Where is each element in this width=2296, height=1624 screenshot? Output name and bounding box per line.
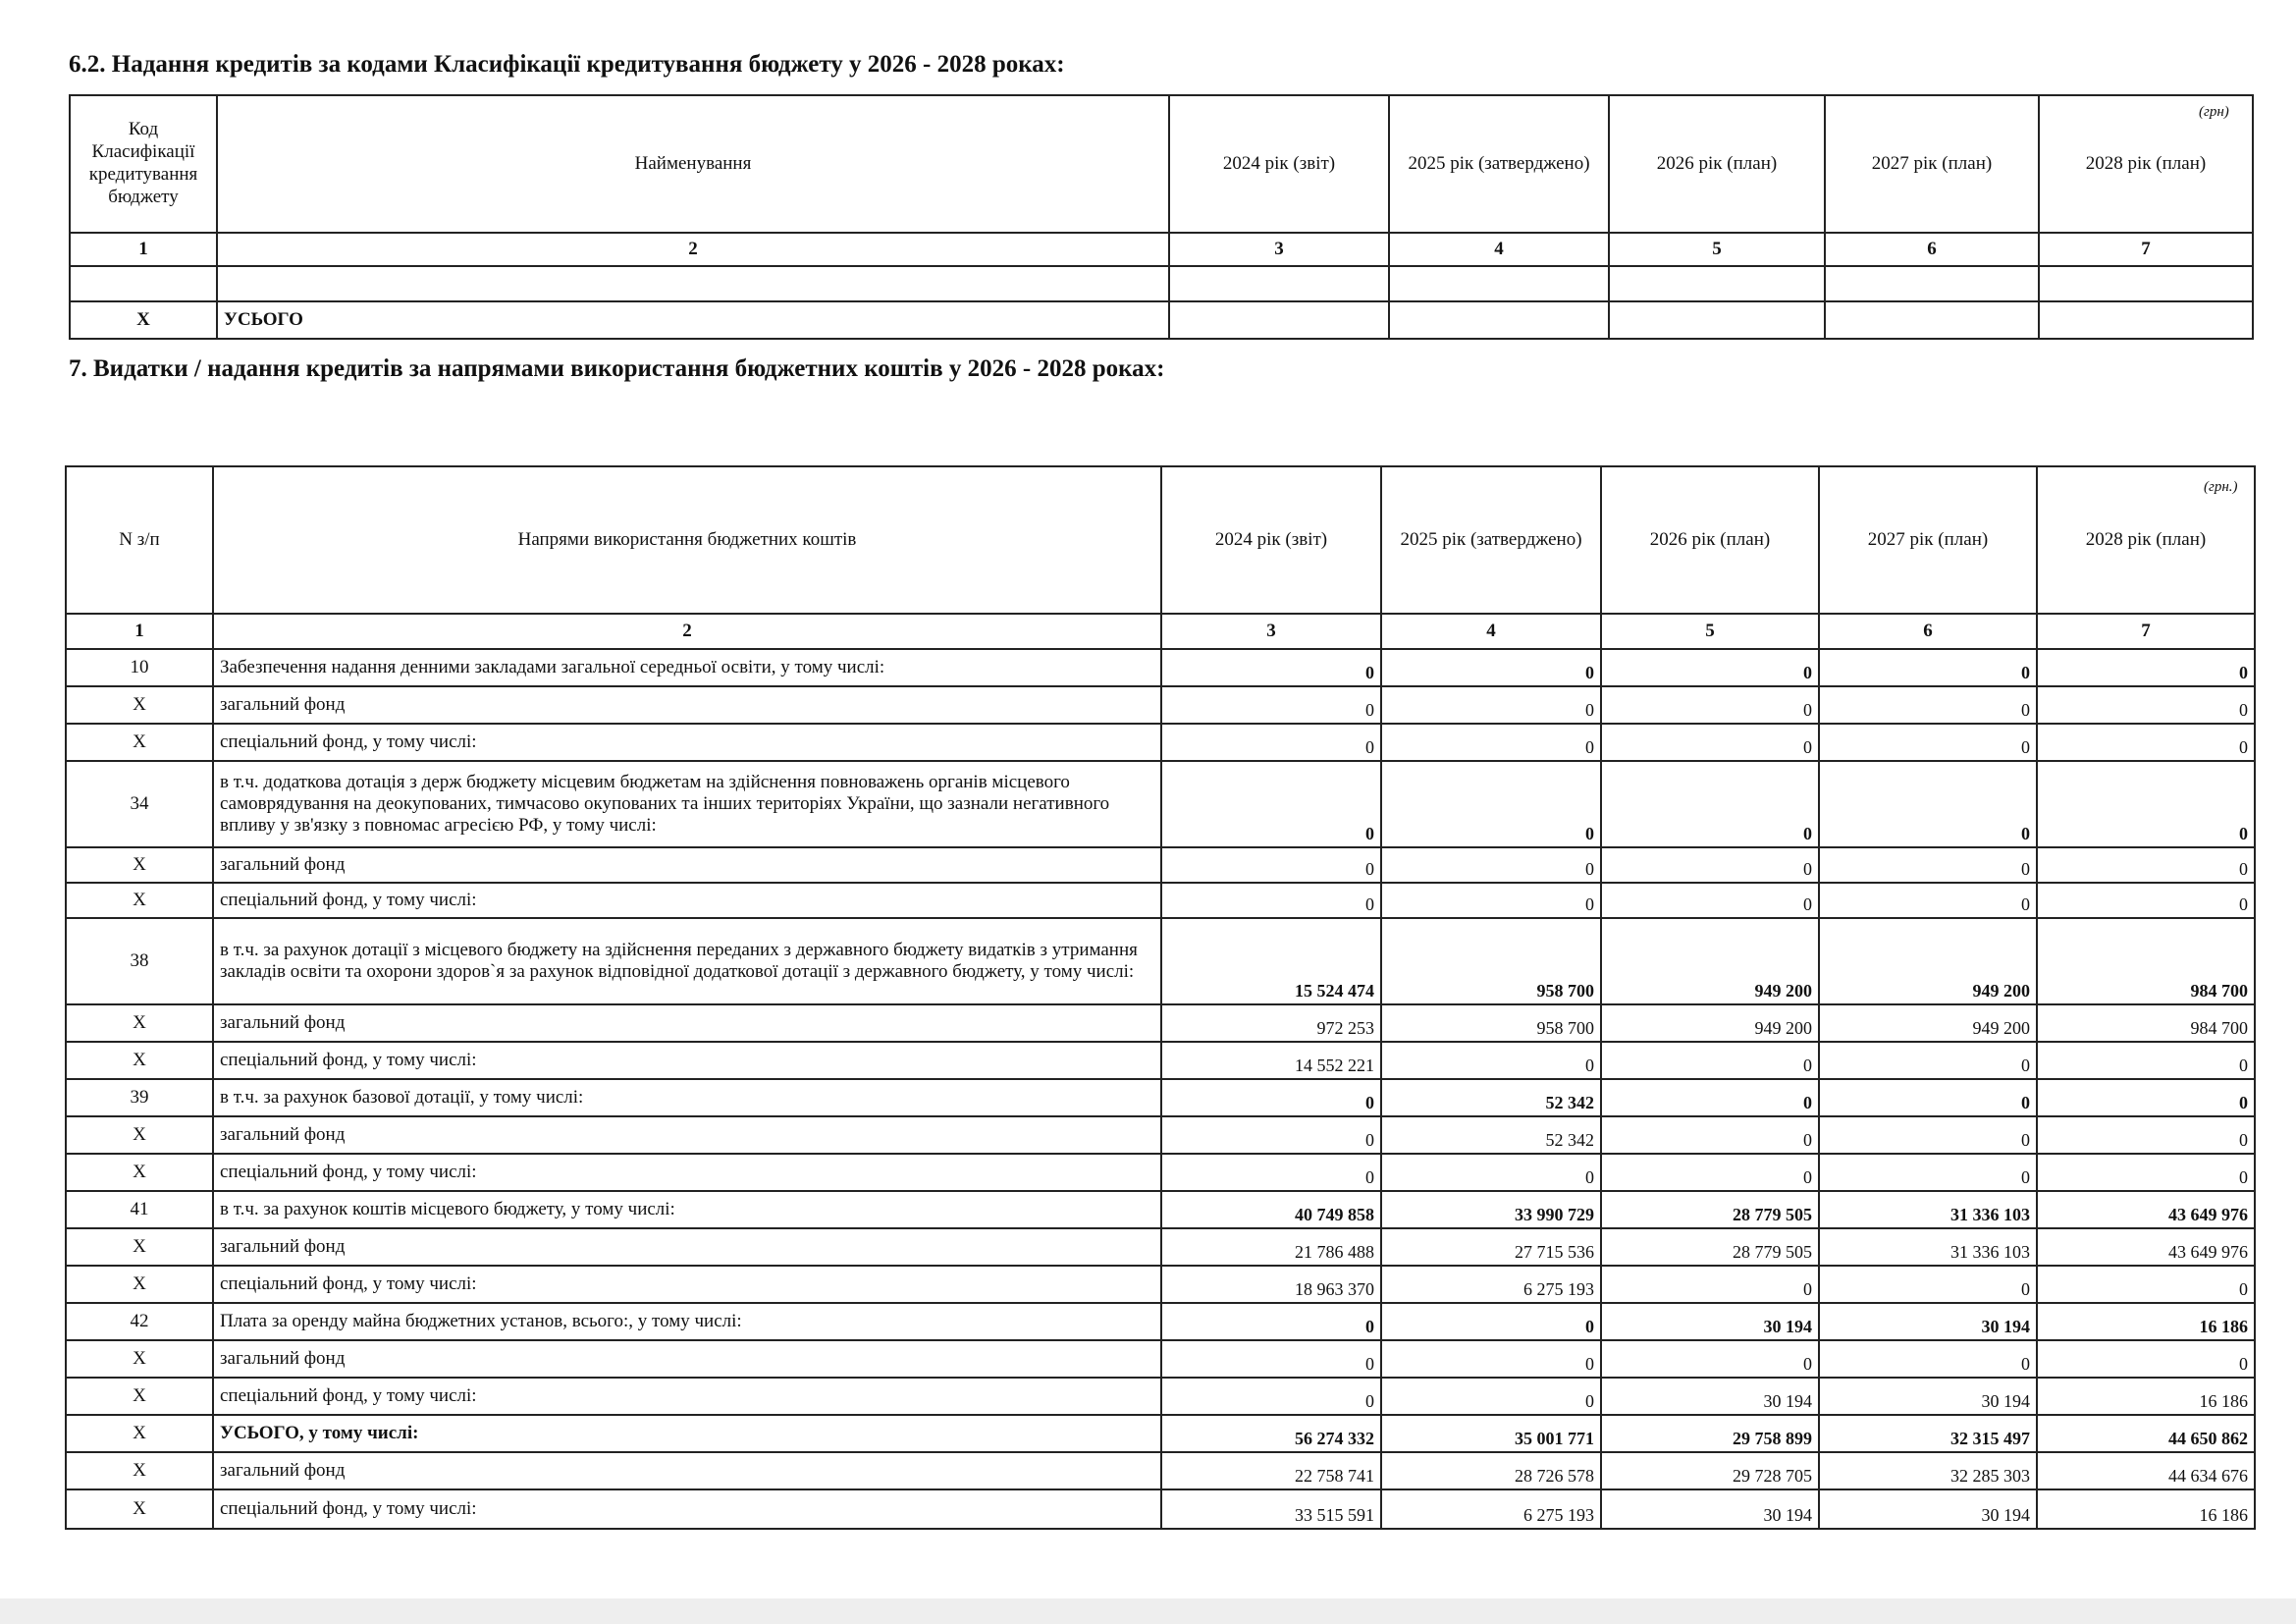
empty-cell [1169,301,1389,339]
table-row [66,1079,2255,1116]
row-value-2024: 0 [1161,649,1381,686]
expenditures-header-row [66,466,2255,614]
row-value-2026: 0 [1601,724,1819,761]
row-value-2026: 949 200 [1601,918,1819,1004]
row-value-2028: 0 [2037,1042,2255,1079]
row-value-2027: 0 [1819,1154,2037,1191]
column-number: 1 [70,233,217,266]
row-direction-name: загальний фонд [213,1004,1161,1042]
row-value-2026: 0 [1601,686,1819,724]
row-number: 10 [66,649,213,686]
row-value-2024: 972 253 [1161,1004,1381,1042]
header-2025: 2025 рік (затверджено) [1381,466,1601,614]
row-value-2026: 0 [1601,1340,1819,1378]
row-value-2024: 21 786 488 [1161,1228,1381,1266]
row-direction-name: спеціальний фонд, у тому числі: [213,1489,1161,1529]
row-direction-name: Плата за оренду майна бюджетних установ, всього:, у тому числі: [213,1303,1161,1340]
row-number: Х [66,1489,213,1529]
row-direction-name: загальний фонд [213,1340,1161,1378]
row-value-2028: 0 [2037,1340,2255,1378]
row-value-2027: 30 194 [1819,1489,2037,1529]
row-value-2025: 28 726 578 [1381,1452,1601,1489]
row-value-2024: 0 [1161,1340,1381,1378]
row-value-2027: 32 315 497 [1819,1415,2037,1452]
empty-cell [1825,266,2039,301]
row-value-2025: 52 342 [1381,1079,1601,1116]
row-value-2028: 44 650 862 [2037,1415,2255,1452]
row-value-2025: 958 700 [1381,1004,1601,1042]
table-row [66,1452,2255,1489]
table-row [66,1340,2255,1378]
row-value-2025: 0 [1381,1042,1601,1079]
credits-total-row [70,301,2253,339]
header-2027: 2027 рік (план) [1819,466,2037,614]
section-6-2-unit: (грн) [2199,104,2229,120]
total-name: УСЬОГО [217,301,1169,339]
row-value-2027: 0 [1819,1116,2037,1154]
row-value-2026: 0 [1601,1042,1819,1079]
table-row [66,724,2255,761]
row-value-2025: 0 [1381,649,1601,686]
row-value-2025: 35 001 771 [1381,1415,1601,1452]
row-direction-name: УСЬОГО, у тому числі: [213,1415,1161,1452]
credits-column-numbers-row [70,233,2253,266]
row-direction-name: в т.ч. за рахунок коштів місцевого бюджету, у тому числі: [213,1191,1161,1228]
row-value-2025: 0 [1381,1378,1601,1415]
column-number: 2 [213,614,1161,649]
table-row [66,761,2255,847]
column-number: 6 [1825,233,2039,266]
row-value-2027: 31 336 103 [1819,1191,2037,1228]
row-number: 34 [66,761,213,847]
row-value-2028: 0 [2037,1079,2255,1116]
section-6-2-heading: 6.2. Надання кредитів за кодами Класифікації кредитування бюджету у 2026 - 2028 роках: [69,51,1065,78]
row-value-2024: 0 [1161,1079,1381,1116]
expenditures-table [65,465,2256,1530]
row-number: 38 [66,918,213,1004]
row-number: Х [66,724,213,761]
row-number: Х [66,847,213,883]
row-value-2024: 56 274 332 [1161,1415,1381,1452]
column-number: 2 [217,233,1169,266]
column-number: 4 [1389,233,1609,266]
row-number: Х [66,686,213,724]
empty-cell [2039,266,2253,301]
row-value-2028: 984 700 [2037,1004,2255,1042]
row-value-2028: 0 [2037,761,2255,847]
row-direction-name: в т.ч. за рахунок дотації з місцевого бюджету на здійснення переданих з державного бюджету видатків з утримання закладів освіти та охорони здоров`я за рахунок відповідної додаткової дотації з державного бюджету, у тому числі: [213,918,1161,1004]
row-value-2026: 0 [1601,649,1819,686]
table-row [66,1042,2255,1079]
row-value-2026: 0 [1601,1116,1819,1154]
row-value-2025: 0 [1381,686,1601,724]
row-number: Х [66,1378,213,1415]
table-row [66,1489,2255,1529]
row-number: Х [66,1116,213,1154]
row-value-2024: 0 [1161,761,1381,847]
table-row [66,1266,2255,1303]
row-value-2028: 0 [2037,883,2255,918]
header-direction: Напрями використання бюджетних коштів [213,466,1161,614]
header-2024: 2024 рік (звіт) [1169,95,1389,233]
column-number: 1 [66,614,213,649]
empty-cell [217,266,1169,301]
column-number: 3 [1169,233,1389,266]
header-2026: 2026 рік (план) [1601,466,1819,614]
row-value-2028: 0 [2037,847,2255,883]
empty-cell [70,266,217,301]
row-value-2024: 0 [1161,686,1381,724]
row-value-2026: 949 200 [1601,1004,1819,1042]
row-value-2028: 43 649 976 [2037,1228,2255,1266]
row-direction-name: спеціальний фонд, у тому числі: [213,1042,1161,1079]
row-direction-name: в т.ч. додаткова дотація з держ бюджету місцевим бюджетам на здійснення повноважень органів місцевого самоврядування на деокупованих, тимчасово окупованих та інших територіях України, що зазнали негативного впливу у зв'язку з повномас агресією РФ, у тому числі: [213,761,1161,847]
row-value-2024: 14 552 221 [1161,1042,1381,1079]
row-number: Х [66,883,213,918]
empty-cell [1825,301,2039,339]
row-value-2025: 33 990 729 [1381,1191,1601,1228]
row-value-2024: 0 [1161,1116,1381,1154]
table-row [66,847,2255,883]
table-row [66,1004,2255,1042]
table-row [66,1154,2255,1191]
row-value-2025: 0 [1381,761,1601,847]
row-value-2028: 44 634 676 [2037,1452,2255,1489]
page-bottom-band [0,1598,2296,1624]
row-value-2024: 0 [1161,883,1381,918]
row-value-2024: 22 758 741 [1161,1452,1381,1489]
header-2027: 2027 рік (план) [1825,95,2039,233]
row-direction-name: в т.ч. за рахунок базової дотації, у тому числі: [213,1079,1161,1116]
row-value-2028: 0 [2037,649,2255,686]
header-2026: 2026 рік (план) [1609,95,1825,233]
table-row [66,1191,2255,1228]
row-number: Х [66,1452,213,1489]
row-value-2028: 0 [2037,1266,2255,1303]
row-number: Х [66,1228,213,1266]
row-value-2027: 0 [1819,686,2037,724]
credits-header-row [70,95,2253,233]
credits-table [69,94,2254,340]
row-value-2027: 0 [1819,883,2037,918]
row-value-2026: 0 [1601,883,1819,918]
row-direction-name: Забезпечення надання денними закладами загальної середньої освіти, у тому числі: [213,649,1161,686]
row-direction-name: загальний фонд [213,686,1161,724]
column-number: 5 [1601,614,1819,649]
header-number: N з/п [66,466,213,614]
row-number: Х [66,1415,213,1452]
column-number: 7 [2039,233,2253,266]
row-value-2025: 958 700 [1381,918,1601,1004]
row-value-2024: 40 749 858 [1161,1191,1381,1228]
row-direction-name: спеціальний фонд, у тому числі: [213,1154,1161,1191]
row-value-2026: 28 779 505 [1601,1228,1819,1266]
row-value-2024: 0 [1161,1378,1381,1415]
table-row [66,1116,2255,1154]
row-value-2024: 0 [1161,1154,1381,1191]
row-value-2027: 32 285 303 [1819,1452,2037,1489]
row-value-2026: 29 758 899 [1601,1415,1819,1452]
row-number: Х [66,1340,213,1378]
empty-cell [1169,266,1389,301]
row-value-2028: 16 186 [2037,1489,2255,1529]
row-value-2025: 27 715 536 [1381,1228,1601,1266]
row-value-2024: 33 515 591 [1161,1489,1381,1529]
empty-cell [1389,301,1609,339]
row-value-2028: 0 [2037,686,2255,724]
row-value-2028: 16 186 [2037,1303,2255,1340]
expenditures-column-numbers-row [66,614,2255,649]
row-value-2027: 0 [1819,1266,2037,1303]
row-value-2025: 52 342 [1381,1116,1601,1154]
row-number: 41 [66,1191,213,1228]
row-value-2027: 949 200 [1819,1004,2037,1042]
empty-cell [1389,266,1609,301]
row-value-2028: 0 [2037,724,2255,761]
empty-cell [1609,266,1825,301]
row-value-2027: 0 [1819,761,2037,847]
table-row [66,918,2255,1004]
row-value-2024: 0 [1161,847,1381,883]
row-number: Х [66,1004,213,1042]
row-value-2026: 29 728 705 [1601,1452,1819,1489]
row-value-2024: 15 524 474 [1161,918,1381,1004]
row-value-2026: 30 194 [1601,1378,1819,1415]
row-value-2027: 0 [1819,649,2037,686]
row-direction-name: загальний фонд [213,1116,1161,1154]
row-value-2024: 0 [1161,724,1381,761]
row-value-2025: 6 275 193 [1381,1489,1601,1529]
row-value-2026: 0 [1601,1079,1819,1116]
section-7-heading: 7. Видатки / надання кредитів за напрямами використання бюджетних коштів у 2026 - 2028 роках: [69,355,1165,382]
column-number: 4 [1381,614,1601,649]
row-value-2027: 30 194 [1819,1303,2037,1340]
row-value-2027: 0 [1819,1079,2037,1116]
total-code: Х [70,301,217,339]
row-value-2024: 0 [1161,1303,1381,1340]
row-direction-name: спеціальний фонд, у тому числі: [213,724,1161,761]
row-value-2027: 0 [1819,724,2037,761]
credits-empty-row [70,266,2253,301]
row-value-2024: 18 963 370 [1161,1266,1381,1303]
row-value-2026: 0 [1601,1154,1819,1191]
header-code: Код Класифікації кредитування бюджету [70,95,217,233]
row-value-2025: 0 [1381,1303,1601,1340]
header-2024: 2024 рік (звіт) [1161,466,1381,614]
table-row [66,1303,2255,1340]
row-value-2025: 0 [1381,724,1601,761]
row-value-2026: 28 779 505 [1601,1191,1819,1228]
row-value-2028: 43 649 976 [2037,1191,2255,1228]
header-2025: 2025 рік (затверджено) [1389,95,1609,233]
column-number: 3 [1161,614,1381,649]
section-7-unit: (грн.) [2204,479,2238,495]
header-name: Найменування [217,95,1169,233]
row-number: Х [66,1042,213,1079]
column-number: 5 [1609,233,1825,266]
table-row [66,1228,2255,1266]
row-number: 42 [66,1303,213,1340]
row-value-2026: 30 194 [1601,1489,1819,1529]
row-value-2025: 0 [1381,847,1601,883]
empty-cell [1609,301,1825,339]
row-value-2026: 0 [1601,847,1819,883]
header-2028: 2028 рік (план) [2037,466,2255,614]
row-value-2026: 0 [1601,1266,1819,1303]
row-value-2027: 0 [1819,1042,2037,1079]
table-row [66,1378,2255,1415]
table-row [66,649,2255,686]
header-2028: 2028 рік (план) [2039,95,2253,233]
row-value-2028: 0 [2037,1116,2255,1154]
row-direction-name: спеціальний фонд, у тому числі: [213,1266,1161,1303]
table-row [66,686,2255,724]
row-value-2027: 0 [1819,1340,2037,1378]
row-value-2026: 30 194 [1601,1303,1819,1340]
row-value-2025: 0 [1381,1340,1601,1378]
row-direction-name: загальний фонд [213,847,1161,883]
row-direction-name: загальний фонд [213,1452,1161,1489]
row-value-2026: 0 [1601,761,1819,847]
row-value-2028: 984 700 [2037,918,2255,1004]
row-value-2028: 16 186 [2037,1378,2255,1415]
column-number: 6 [1819,614,2037,649]
row-value-2025: 0 [1381,883,1601,918]
row-direction-name: спеціальний фонд, у тому числі: [213,883,1161,918]
row-value-2025: 6 275 193 [1381,1266,1601,1303]
row-number: Х [66,1154,213,1191]
row-value-2025: 0 [1381,1154,1601,1191]
row-value-2027: 0 [1819,847,2037,883]
row-value-2028: 0 [2037,1154,2255,1191]
row-direction-name: спеціальний фонд, у тому числі: [213,1378,1161,1415]
row-value-2027: 30 194 [1819,1378,2037,1415]
column-number: 7 [2037,614,2255,649]
row-value-2027: 31 336 103 [1819,1228,2037,1266]
table-row [66,883,2255,918]
row-number: 39 [66,1079,213,1116]
row-number: Х [66,1266,213,1303]
empty-cell [2039,301,2253,339]
row-value-2027: 949 200 [1819,918,2037,1004]
row-direction-name: загальний фонд [213,1228,1161,1266]
table-row [66,1415,2255,1452]
